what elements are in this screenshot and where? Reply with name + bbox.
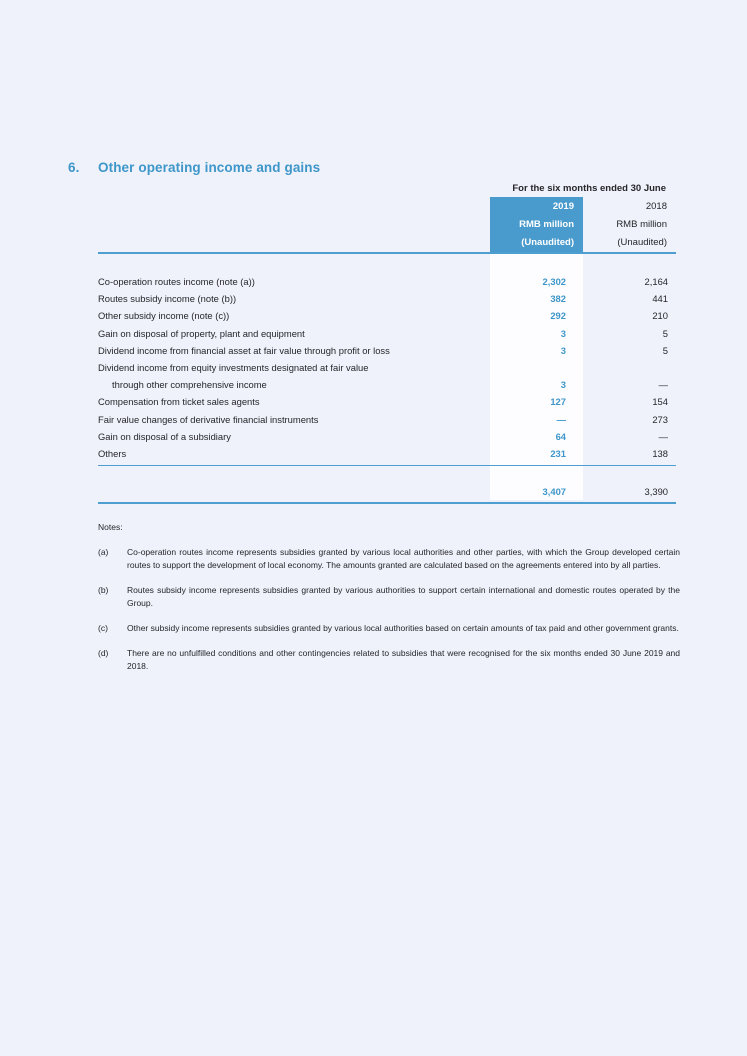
row-value-2018: 210 <box>652 310 668 322</box>
row-label: Dividend income from equity investments designated at fair value <box>98 361 369 373</box>
table-row <box>98 376 676 393</box>
row-value-2019: 3 <box>560 379 566 391</box>
row-value-2018: 5 <box>662 344 668 356</box>
note-item <box>98 584 680 610</box>
row-value-2019: 3 <box>560 327 566 339</box>
note-text: Other subsidy income represents subsidies granted by various local authorities based on certain amounts of tax paid and other government grants. <box>127 623 679 633</box>
note-id: (b) <box>98 585 109 595</box>
table-mid-rule <box>98 465 676 466</box>
notes-heading: Notes: <box>98 522 123 532</box>
total-row-label <box>98 483 473 500</box>
note-item <box>98 546 680 572</box>
row-value-2018: 441 <box>652 293 668 305</box>
row-value-2019: 2,302 <box>542 276 566 287</box>
unit-label-2019: RMB million <box>519 218 574 230</box>
row-value-2018 <box>575 359 676 376</box>
row-label: Other subsidy income (note (c)) <box>98 310 230 322</box>
total-value-2019: 3,407 <box>542 486 566 498</box>
year-label-2019: 2019 <box>552 200 574 212</box>
status-label-2019: (Unaudited) <box>521 236 574 248</box>
note-item <box>98 622 680 635</box>
row-label: Gain on disposal of a subsidiary <box>98 430 231 442</box>
table-row <box>98 445 676 462</box>
row-label: Gain on disposal of property, plant and equipment <box>98 327 305 339</box>
table-row <box>98 342 676 359</box>
note-id: (a) <box>98 547 109 557</box>
row-value-2019: 231 <box>550 447 566 459</box>
note-text: Routes subsidy income represents subsidies granted by various authorities to support certain international and domestic routes operated by the Group. <box>127 585 680 608</box>
row-value-2019: 127 <box>550 396 566 408</box>
table-row <box>98 428 676 445</box>
row-value-2019: 292 <box>550 310 566 322</box>
row-label: Dividend income from financial asset at fair value through profit or loss <box>98 344 390 356</box>
row-value-2018: 138 <box>652 447 668 459</box>
table-row <box>98 290 676 307</box>
row-value-2018: 2,164 <box>644 276 668 287</box>
financial-table <box>98 183 676 504</box>
total-row <box>98 483 676 500</box>
table-body <box>98 254 676 504</box>
note-text: There are no unfulfilled conditions and other contingencies related to subsidies that were recognised for the six months ended 30 June 2019 and 2018. <box>127 648 680 671</box>
total-value-2018: 3,390 <box>644 486 668 498</box>
row-value-2019: — <box>556 413 566 425</box>
period-header: For the six months ended 30 June <box>512 183 666 194</box>
row-label: Compensation from ticket sales agents <box>98 396 260 408</box>
unit-label-2018: RMB million <box>616 218 667 230</box>
note-text: Co-operation routes income represents subsidies granted by various local authorities and other parties, with which the Group developed certain routes to support the development of local economy. The amounts granted are calculated based on the agreements entered into by all parties. <box>127 547 680 570</box>
table-row <box>98 393 676 410</box>
row-value-2018: 5 <box>662 327 668 339</box>
column-header-2018 <box>583 197 676 252</box>
column-header-2019 <box>490 197 583 252</box>
section-heading <box>68 160 320 175</box>
row-label: Routes subsidy income (note (b)) <box>98 293 237 305</box>
row-value-2018: — <box>658 379 668 391</box>
row-label: through other comprehensive income <box>112 379 267 391</box>
column-headers <box>98 197 676 252</box>
row-label: Others <box>98 447 127 459</box>
table-bottom-rule <box>98 502 676 504</box>
row-value-2018: 154 <box>652 396 668 408</box>
note-item <box>98 647 680 673</box>
status-label-2018: (Unaudited) <box>617 236 667 248</box>
table-row <box>98 307 676 324</box>
year-label-2018: 2018 <box>645 200 667 212</box>
section-number: 6. <box>68 160 80 175</box>
row-value-2018: — <box>658 430 668 442</box>
row-label: Fair value changes of derivative financial instruments <box>98 413 319 425</box>
table-row <box>98 325 676 342</box>
table-row <box>98 359 676 376</box>
table-row <box>98 411 676 428</box>
row-value-2018: 273 <box>652 413 668 425</box>
row-label: Co-operation routes income (note (a)) <box>98 276 255 287</box>
table-row <box>98 273 676 290</box>
column-header-spacer <box>98 197 490 252</box>
row-value-2019: 3 <box>560 344 566 356</box>
row-value-2019 <box>473 359 575 376</box>
notes-section <box>98 521 680 685</box>
note-id: (d) <box>98 648 109 658</box>
section-title: Other operating income and gains <box>98 160 321 175</box>
row-value-2019: 64 <box>555 430 566 442</box>
note-id: (c) <box>98 623 108 633</box>
row-value-2019: 382 <box>550 293 566 305</box>
